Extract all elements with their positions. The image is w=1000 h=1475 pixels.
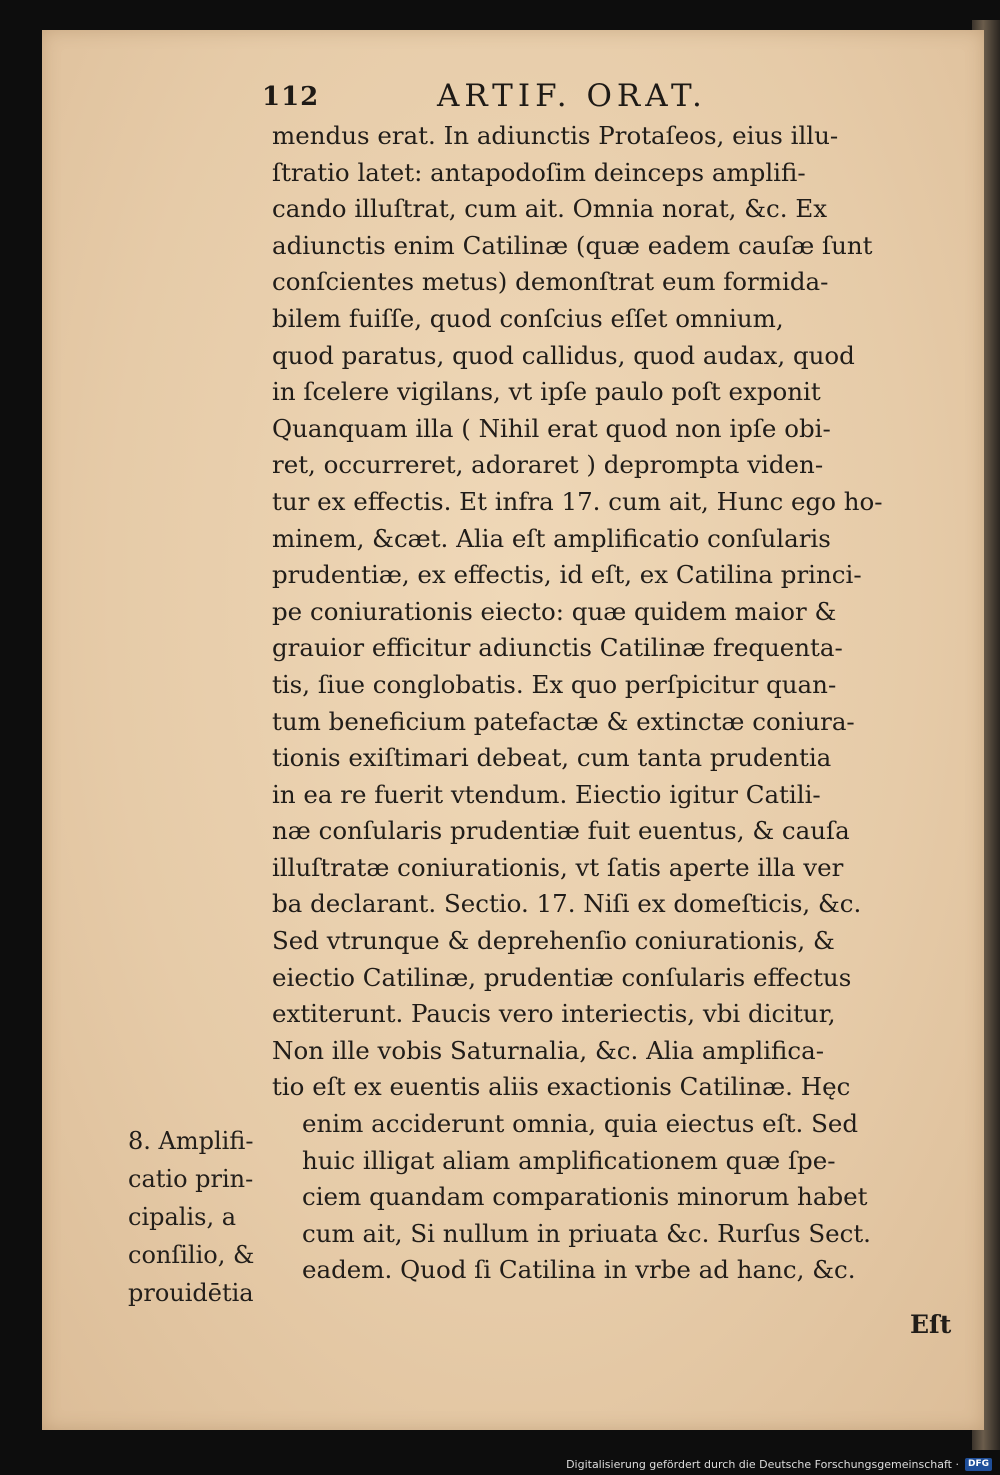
text-line: illuſtratæ coniurationis, vt ſatis aperte illa ver (272, 852, 844, 882)
text-line: ſtratio latet: antapodoſim deinceps amplifi- (272, 157, 806, 187)
text-line: Sed vtrunque & deprehenſio coniurationis, & (272, 926, 835, 956)
text-line: huic illigat aliam amplificationem quæ ſpe- (302, 1145, 836, 1175)
text-line: in ea re fuerit vtendum. Eiectio igitur Catili- (272, 779, 821, 809)
text-line: enim acciderunt omnia, quia eiectus eſt. Sed (302, 1109, 859, 1139)
text-line: tionis exiſtimari debeat, cum tanta prudentia (272, 743, 832, 773)
margin-note-line: catio prin- (128, 1165, 254, 1193)
text-line: cum ait, Si nullum in priuata &c. Rurſus Sect. (302, 1218, 871, 1248)
funding-credit: Digitalisierung gefördert durch die Deutsche Forschungsgemeinschaft · (566, 1458, 959, 1471)
text-line: minem, &cæt. Alia eſt amplificatio conſularis (272, 523, 831, 553)
text-line: bilem fuiſſe, quod conſcius eſſet omnium, (272, 303, 784, 333)
text-line: tio eſt ex euentis aliis exactionis Catilinæ. Hęc (272, 1072, 851, 1102)
margin-note-line: cipalis, a (128, 1203, 237, 1231)
text-line: ciem quandam comparationis minorum habet (302, 1182, 868, 1212)
text-line: Non ille vobis Saturnalia, &c. Alia amplifica- (272, 1035, 824, 1065)
text-line: mendus erat. In adiunctis Protaſeos, eius illu- (272, 121, 839, 150)
text-line: tis, ſiue conglobatis. Ex quo perſpicitur quan- (272, 669, 837, 699)
text-line: ba declarant. Sectio. 17. Niſi ex domeſticis, &c. (272, 889, 862, 919)
text-line: in ſcelere vigilans, vt ipſe paulo poſt exponit (272, 377, 821, 407)
margin-note-line: prouidētia (128, 1279, 254, 1307)
text-line: tum beneficium patefactæ & extinctæ coniura- (272, 706, 855, 736)
page-number: 112 (262, 82, 320, 112)
text-line: tur ex effectis. Et infra 17. cum ait, Hunc ego ho- (272, 486, 883, 516)
text-line: conſcientes metus) demonſtrat eum formida- (272, 267, 829, 297)
margin-note-line: 8. Amplifi- (128, 1127, 254, 1155)
dfg-logo: DFG (965, 1458, 992, 1471)
text-line: grauior efficitur adiunctis Catilinæ frequenta- (272, 633, 843, 663)
text-line: pe coniurationis eiecto: quæ quidem maior & (272, 596, 837, 626)
text-line: ret, occurreret, adoraret ) deprompta viden- (272, 450, 824, 480)
catchword: Eſt (910, 1310, 952, 1339)
margin-note-line: conſilio, & (128, 1241, 255, 1269)
text-line: extiterunt. Paucis vero interiectis, vbi dicitur, (272, 999, 836, 1029)
text-line: quod paratus, quod callidus, quod audax, quod (272, 340, 855, 370)
text-line: adiunctis enim Catilinæ (quæ eadem cauſæ ſunt (272, 230, 873, 260)
text-line: prudentiæ, ex effectis, id eſt, ex Catilina princi- (272, 560, 862, 590)
running-title: ARTIF. ORAT. (437, 78, 707, 114)
body-text (272, 118, 957, 1289)
text-line: Quanquam illa ( Nihil erat quod non ipſe obi- (272, 413, 831, 443)
margin-note (128, 1122, 298, 1312)
text-line: næ conſularis prudentiæ fuit euentus, & cauſa (272, 816, 850, 846)
text-line: eiectio Catilinæ, prudentiæ conſularis effectus (272, 962, 852, 992)
digitization-footer (566, 1458, 992, 1471)
text-line: cando illuſtrat, cum ait. Omnia norat, &c. Ex (272, 194, 828, 224)
text-line: eadem. Quod ſi Catilina in vrbe ad hanc, &c. (302, 1255, 856, 1285)
page-header (262, 78, 962, 118)
